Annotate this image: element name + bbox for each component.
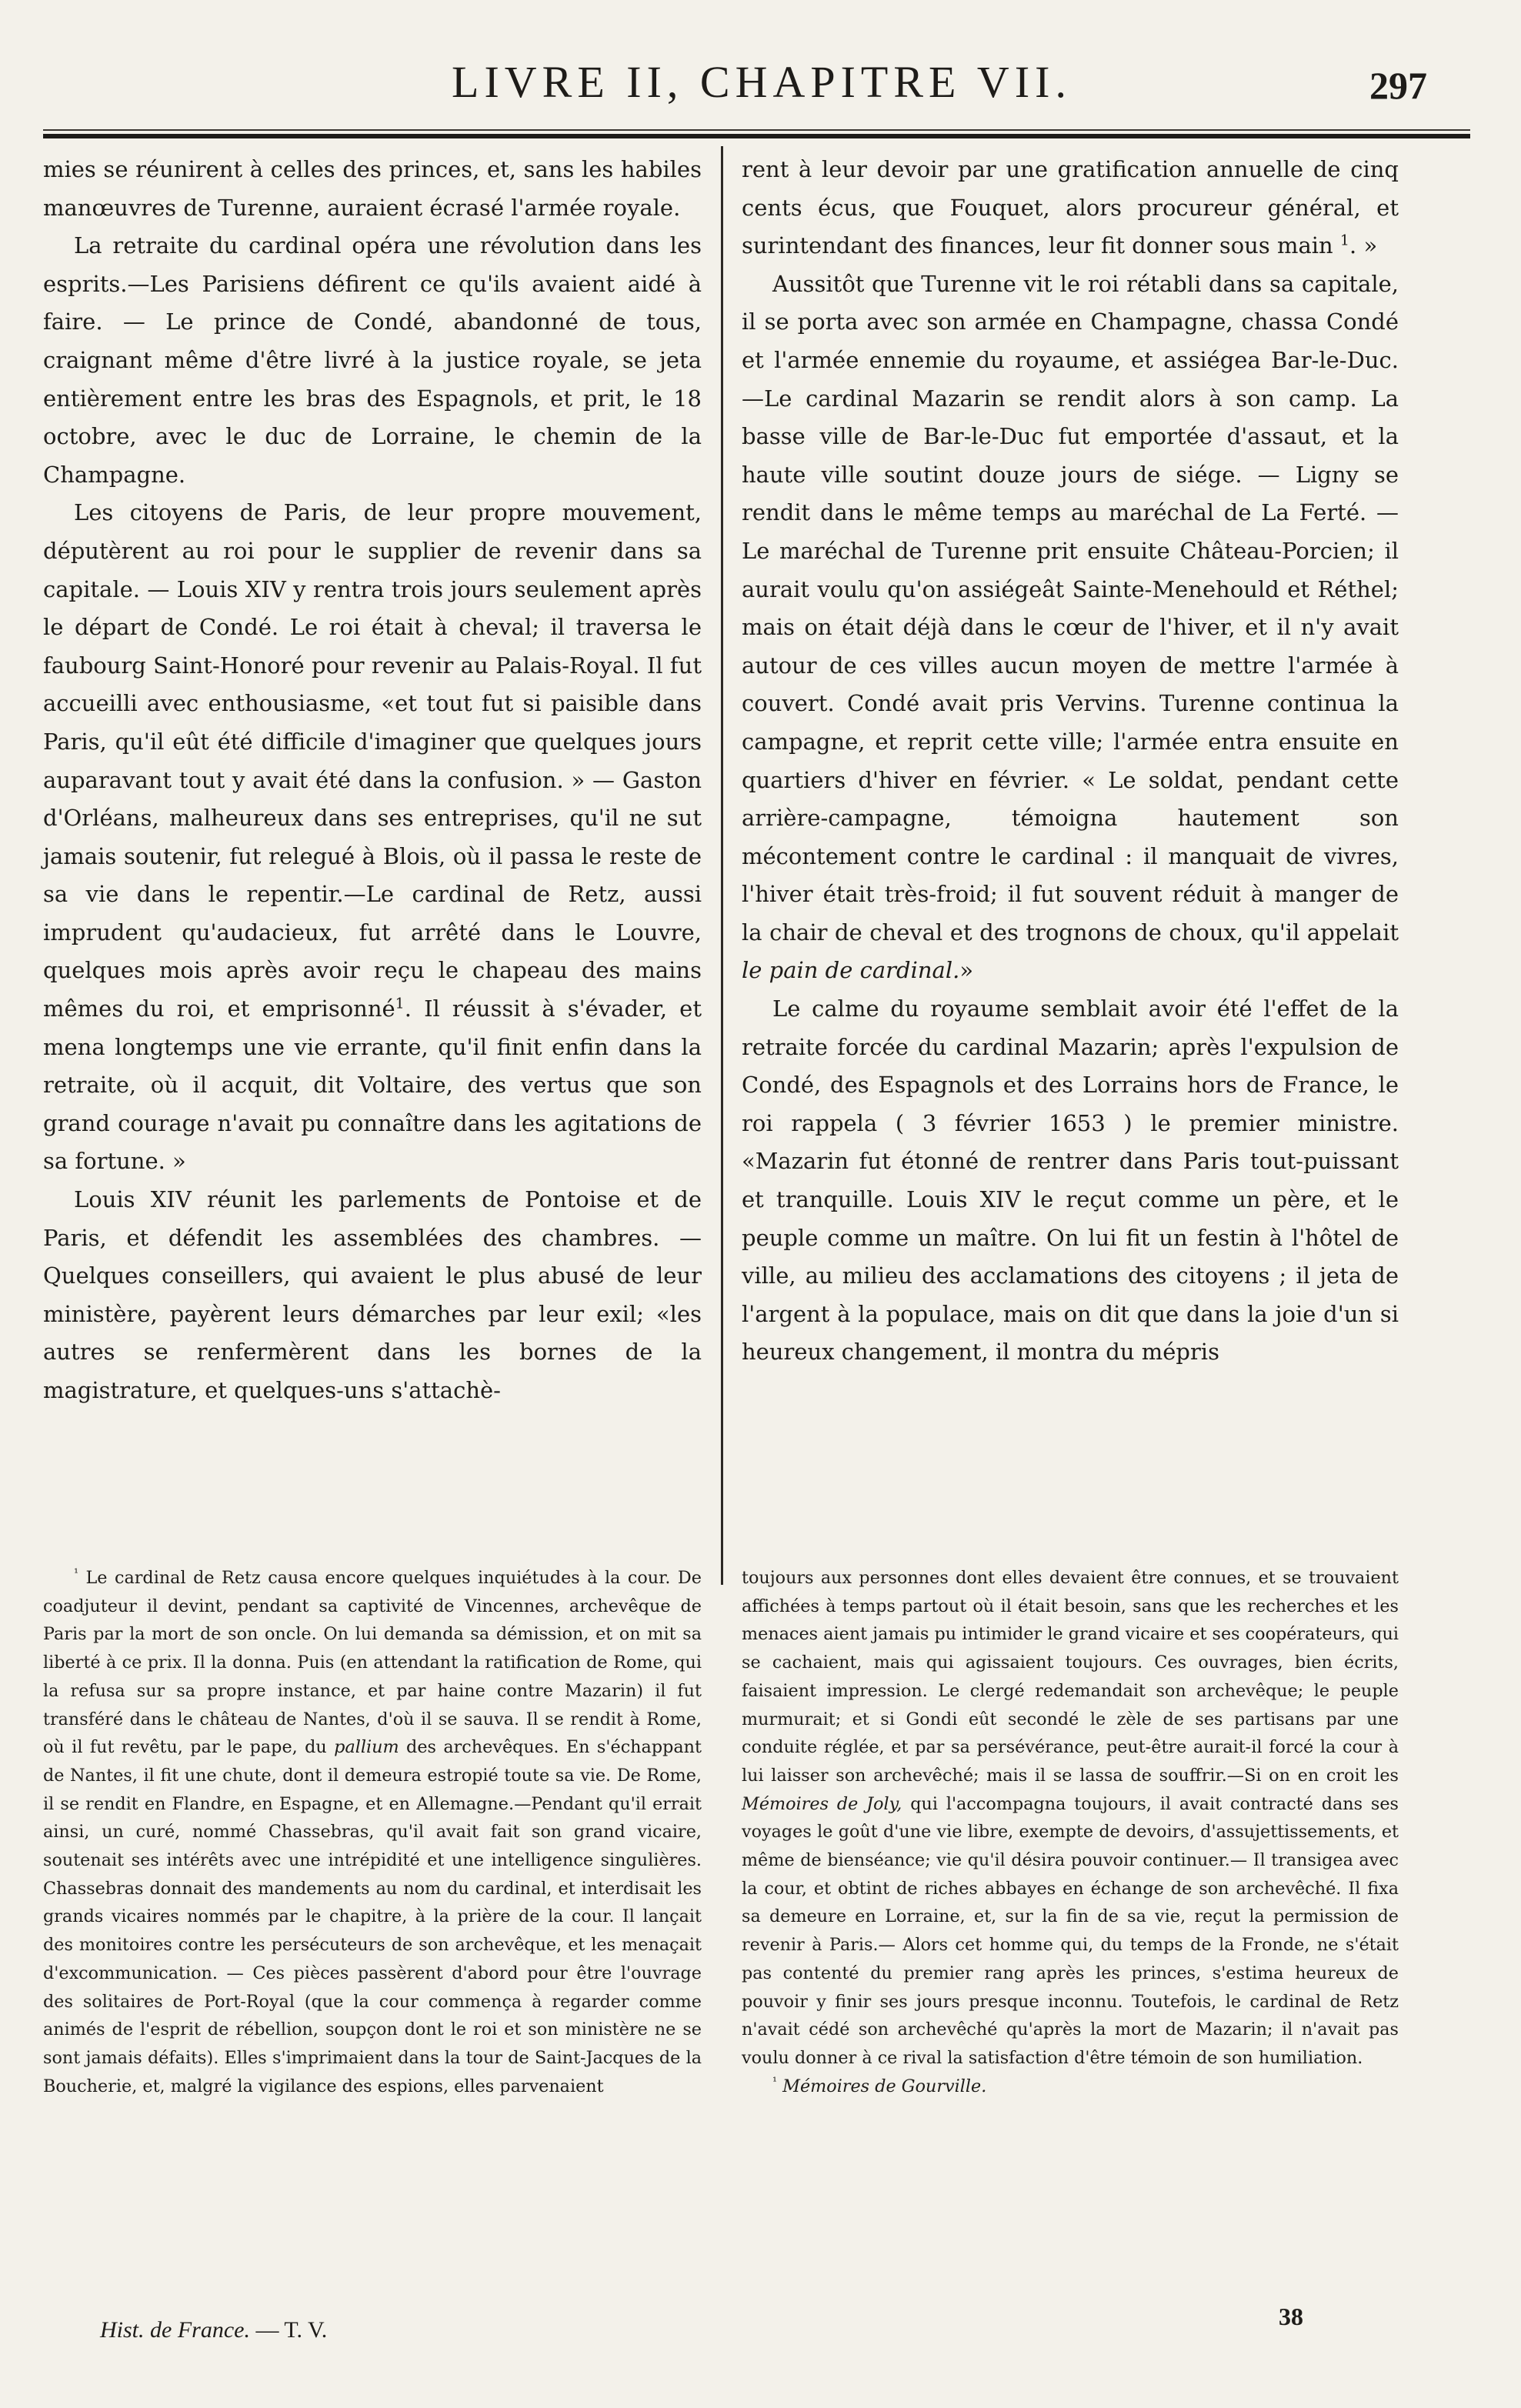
printer-signature — [100, 2317, 562, 2343]
paragraph: Les citoyens de Paris, de leur propre mouvement, députèrent au roi pour le supplier de revenir dans sa capitale. — Louis XIV y rentra trois jours seulement après le départ de Condé. Le roi était à cheval; il traversa le faubourg Saint-Honoré pour revenir au Palais-Royal. Il fut accueilli avec enthousiasme, «et tout fut si paisible dans Paris, qu'il eût été difficile d'imaginer que quelques jours auparavant tout y avait été dans la confusion. » — Gaston d'Orléans, malheureux dans ses entreprises, qu'il ne sut jamais soutenir, fut relegué à Blois, où il passa le reste de sa vie dans le repentir.—Le cardinal de Retz, aussi imprudent qu'audacieux, fut arrêté dans le Louvre, quelques mois après avoir reçu le chapeau des mains mêmes du roi, et emprisonné$^1$. Il réussit à s'évader, et mena longtemps une vie errante, qu'il finit enfin dans la retraite, où il acquit, dit Voltaire, des vertus que son grand courage n'avait pu connaître dans les agitations de sa fortune. » — [43, 499, 702, 1175]
paragraph — [742, 151, 1399, 265]
footnote — [43, 1564, 702, 2100]
footnote-italic: Mémoires de Gourville. — [782, 2076, 987, 2096]
footnote-reference: 1 — [1339, 232, 1350, 249]
column-divider — [721, 146, 723, 1585]
footnote-italic: Mémoires de Joly, — [742, 1793, 902, 1814]
header-rule-thin — [43, 129, 1470, 131]
paragraph-text: Les citoyens de Paris, de leur propre mouvement, députèrent au roi pour le supplier de revenir dans sa capitale. — Louis XIV y rentra trois jours seulement après le départ de Condé. Le roi était à cheval; il traversa le faubourg Saint-Honoré pour revenir au Palais-Royal. Il fut accueilli avec enthousiasme, «et tout fut si paisible dans Paris, qu'il eût été difficile d'imaginer que quelques jours auparavant tout y avait été dans la confusion. » — Gaston d'Orléans, malheureux dans ses entreprises, qu'il ne sut jamais soutenir, fut relegué à Blois, où il passa le reste de sa vie dans le repentir.—Le cardinal de Retz, aussi imprudent qu'audacieux, fut arrêté dans le Louvre, quelques mois après avoir reçu le chapeau des mains mêmes du roi, et emprisonné — [43, 499, 702, 1022]
running-title: LIVRE II, CHAPITRE VII. — [452, 57, 1072, 107]
paragraph: mies se réunirent à celles des princes, et, sans les habiles manœuvres de Turenne, auraient écrasé l'armée royale. — [43, 156, 702, 221]
footnote-reference: 1 — [395, 995, 405, 1012]
paragraph — [742, 265, 1399, 990]
footnote-text: qui l'accompagna toujours, il avait contracté dans ses voyages le goût d'une vie libre, exempte de devoirs, d'assujettissements, et même de bienséance; vie qu'il désira pouvoir continuer.— Il transigea avec la cour, et obtint de riches abbayes en échange de son archevêché. Il fixa sa demeure en Lorraine, et, sur la fin de sa vie, reçut la permission de revenir à Paris.— Alors cet homme qui, du temps de la Fronde, ne s'était pas contenté du premier rang après les princes, s'estima heureux de pouvoir y finir ses jours presque inconnu. Toutefois, le cardinal de Retz n'avait cédé son archevêché qu'après la mort de Mazarin; il n'avait pas voulu donner à ce rival la satisfaction d'être témoin de son humiliation. — [742, 1793, 1399, 2068]
header-rule-thick — [43, 134, 1470, 138]
paragraph-text: » — [959, 957, 974, 984]
page-number: 297 — [1369, 64, 1427, 107]
paragraph: La retraite du cardinal opéra une révolution dans les esprits.—Les Parisiens défirent ce qu'ils avaient aidé à faire. — Le prince de Condé, abandonné de tous, craignant même d'être livré à la justice royale, se jeta entièrement entre les bras des Espagnols, et prit, le 18 octobre, avec le duc de Lorraine, le chemin de la Champagne. — [43, 232, 702, 488]
header-rule — [43, 129, 1470, 143]
signature-tome: — T. V. — [255, 2317, 328, 2343]
paragraph: Le calme du royaume semblait avoir été l'effet de la retraite forcée du cardinal Mazarin; après l'expulsion de Condé, des Espagnols et des Lorrains hors de France, le roi rappela ( 3 février 1653 ) le premier ministre. «Mazarin fut étonné de rentrer dans Paris tout-puissant et tranquille. Louis XIV le reçut comme un père, et le peuple comme un maître. On lui fit un festin à l'hôtel de ville, au milieu des acclamations des citoyens ; il jeta de l'argent à la populace, mais on dit que dans la joie d'un si heureux changement, il montra du mépris — [742, 996, 1399, 1366]
paragraph-text: . » — [1349, 232, 1378, 259]
footnote-text: toujours aux personnes dont elles devaient être connues, et se trouvaient affichées à temps partout où il était besoin, sans que les recherches et les menaces aient jamais pu intimider le grand vicaire et ses coopérateurs, qui se cachaient, mais qui agissaient toujours. Ces ouvrages, bien écrits, faisaient impression. Le clergé redemandait son archevêque; le peuple murmurait; et si Gondi eût secondé le zèle de ses partisans par une conduite réglée, et par sa persévérance, peut-être aurait-il forcé la cour à lui laisser son archevêché; mais il se lassa de souffrir.—Si on en croit les — [742, 1568, 1399, 1786]
footnote-text: des archevêques. En s'échappant de Nantes, il fit une chute, dont il demeura estropié toute sa vie. De Rome, il se rendit en Flandre, en Espagne, et en Allemagne.—Pendant qu'il errait ainsi, un curé, nommé Chassebras, qu'il avait fait son grand vicaire, soutenait ses intérêts avec une intrépidité et une intelligence singulières. Chassebras donnait des mandements au nom du cardinal, et interdisait les grands vicaires nommés par le chapitre, à la prière de la cour. Il lançait des monitoires contre les persécuteurs de son archevêque, et les menaçait d'excommunication. — Ces pièces passèrent d'abord pour être l'ouvrage des solitaires de Port-Royal (que la cour commença à regarder comme animés de l'esprit de rébellion, soupçon dont le roi et son ministère ne se sont jamais défaits). Elles s'imprimaient dans la tour de Saint-Jacques de la Boucherie, et, malgré la vigilance des espions, elles parvenaient — [43, 1737, 702, 2096]
left-column-footnote — [43, 1564, 702, 2100]
footnote-continued — [742, 1564, 1399, 2073]
paragraph-text: rent à leur devoir par une gratification annuelle de cinq cents écus, que Fouquet, alors procureur général, et surintendant des finances, leur fit donner sous main — [742, 156, 1399, 259]
right-column-body — [742, 151, 1399, 1543]
italic-phrase: le pain de cardinal. — [742, 957, 960, 984]
paragraph: Louis XIV réunit les parlements de Pontoise et de Paris, et défendit les assemblées des chambres. — Quelques conseillers, qui avaient le plus abusé de leur ministère, payèrent leurs démarches par leur exil; «les autres se renfermèrent dans les bornes de la magistrature, et quelques-uns s'attachè- — [43, 1186, 702, 1403]
paragraph-text: Il réussit à s'évader, et mena longtemps une vie errante, qu'il finit enfin dans la retraite, où il acquit, dit Voltaire, des vertus que son grand courage n'avait pu connaître dans les agitations de sa fortune. » — [43, 996, 702, 1175]
page-header — [0, 0, 1521, 146]
right-column-footnote — [742, 1564, 1399, 2100]
footnote-italic: pallium — [334, 1737, 399, 1758]
left-column-body — [43, 151, 702, 1543]
footnote-marker: ¹ — [772, 2074, 778, 2089]
footnote-text: Le cardinal de Retz causa encore quelques inquiétudes à la cour. De coadjuteur il devint, pendant sa captivité de Vincennes, archevêque de Paris par la mort de son oncle. On lui demanda sa démission, et on mit sa liberté à ce prix. Il la donna. Puis (en attendant la ratification de Rome, qui la refusa sur sa propre instance, et par haine contre Mazarin) il fut transféré dans le château de Nantes, d'où il se sauva. Il se rendit à Rome, où il fut revêtu, par le pape, du — [43, 1568, 702, 1758]
paragraph-text: Aussitôt que Turenne vit le roi rétabli dans sa capitale, il se porta avec son armée en Champagne, chassa Condé et l'armée ennemie du royaume, et assiégea Bar-le-Duc.—Le cardinal Mazarin se rendit alors à son camp. La basse ville de Bar-le-Duc fut emportée d'assaut, et la haute ville soutint douze jours de siége. — Ligny se rendit dans le même temps au maréchal de La Ferté. — Le maréchal de Turenne prit ensuite Château-Porcien; il aurait voulu qu'on assiégeât Sainte-Menehould et Réthel; mais on était déjà dans le cœur de l'hiver, et il n'y avait autour de ces villes aucun moyen de mettre l'armée à couvert. Condé avait pris Vervins. Turenne continua la campagne, et reprit cette ville; l'armée entra ensuite en quartiers d'hiver en février. « Le soldat, pendant cette arrière-campagne, témoigna hautement son mécontement contre le cardinal : il manquait de vivres, l'hiver était très-froid; il fut souvent réduit à manger de la chair de cheval et des trognons de choux, qu'il appelait — [742, 270, 1399, 946]
signature-number: 38 — [1279, 2303, 1303, 2330]
footnote — [742, 2073, 1399, 2101]
footnote-marker: ¹ — [74, 1566, 79, 1580]
signature-title: Hist. de France. — [100, 2317, 250, 2343]
